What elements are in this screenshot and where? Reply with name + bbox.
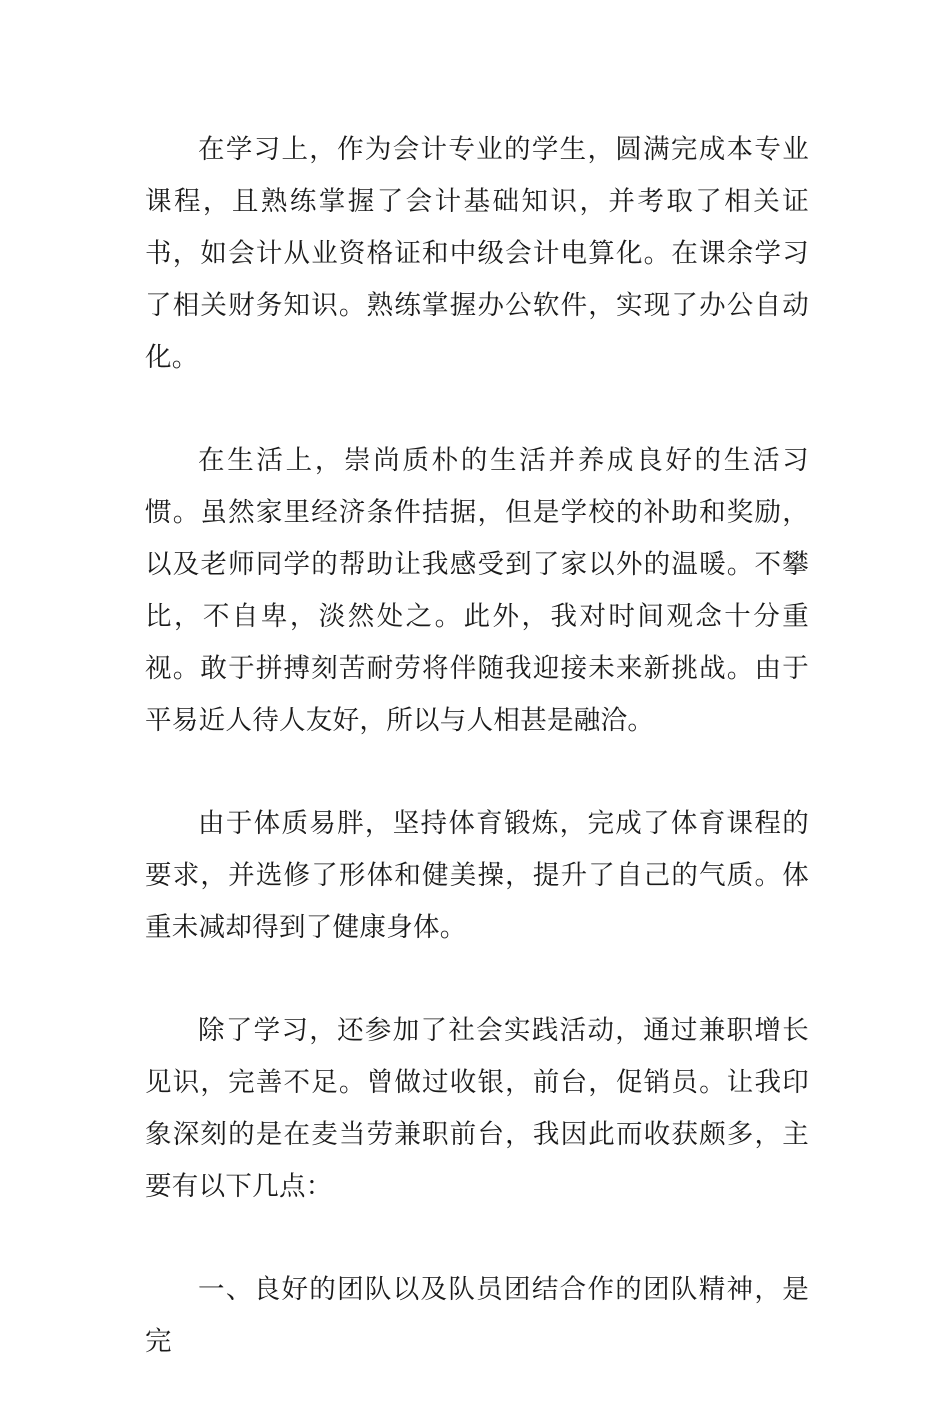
paragraph-health: 由于体质易胖，坚持体育锻炼，完成了体育课程的要求，并选修了形体和健美操，提升了自己的气质。体重未减却得到了健康身体。: [145, 808, 809, 943]
document-body: [145, 124, 809, 1419]
paragraph-study: 在学习上，作为会计专业的学生，圆满完成本专业课程，且熟练掌握了会计基础知识，并考取了相关证书，如会计从业资格证和中级会计电算化。在课余学习了相关财务知识。熟练掌握办公软件，实现了办公自动化。: [145, 134, 809, 373]
paragraph-point-one: 一、良好的团队以及队员团结合作的团队精神，是完: [145, 1274, 809, 1357]
paragraph-practice: 除了学习，还参加了社会实践活动，通过兼职增长见识，完善不足。曾做过收银，前台，促销员。让我印象深刻的是在麦当劳兼职前台，我因此而收获颇多，主要有以下几点：: [145, 1015, 809, 1202]
paragraph-life: 在生活上，崇尚质朴的生活并养成良好的生活习惯。虽然家里经济条件拮据，但是学校的补助和奖励，以及老师同学的帮助让我感受到了家以外的温暖。不攀比，不自卑，淡然处之。此外，我对时间观念十分重视。敢于拼搏刻苦耐劳将伴随我迎接未来新挑战。由于平易近人待人友好，所以与人相甚是融洽。: [145, 445, 809, 736]
